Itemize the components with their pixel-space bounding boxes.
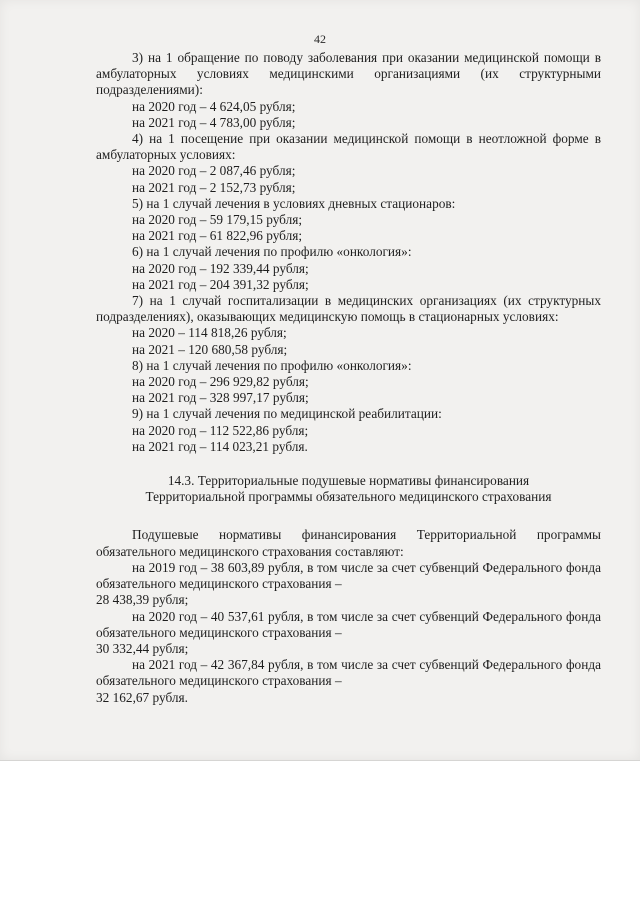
list-item-intro: 4) на 1 посещение при оказании медицинской помощи в неотложной форме в амбулаторных условиях: bbox=[96, 131, 601, 163]
list-item-intro: 6) на 1 случай лечения по профилю «онкология»: bbox=[132, 244, 412, 260]
list-item-value: на 2021 год – 61 822,96 рубля; bbox=[132, 228, 303, 244]
list-item-value: на 2020 год – 296 929,82 рубля; bbox=[132, 374, 309, 390]
list-item-value: на 2020 год – 192 339,44 рубля; bbox=[132, 260, 309, 276]
list-item-value: на 2021 год – 114 023,21 рубля. bbox=[132, 438, 308, 454]
norm-paragraph: на 2020 год – 40 537,61 рубля, в том числе за счет субвенций Федерального фонда обязательного медицинского страхования – bbox=[96, 608, 601, 640]
list-item-intro: 5) на 1 случай лечения в условиях дневных стационаров: bbox=[132, 195, 456, 211]
list-item-value: на 2021 год – 328 997,17 рубля; bbox=[132, 390, 309, 406]
list-item-intro: 3) на 1 обращение по поводу заболевания при оказании медицинской помощи в амбулаторных условиях медицинскими организациями (их структурными подразделениями): bbox=[96, 50, 601, 98]
list-item-value: на 2021 год – 204 391,32 рубля; bbox=[132, 276, 309, 292]
list-item-value: на 2020 год – 4 624,05 рубля; bbox=[132, 98, 296, 114]
intro-paragraph: Подушевые нормативы финансирования Территориальной программы обязательного медицинского страхования составляют: bbox=[96, 527, 601, 559]
list-item-value: на 2021 год – 2 152,73 рубля; bbox=[132, 179, 296, 195]
page-number: 42 bbox=[314, 32, 326, 46]
document-body bbox=[96, 50, 601, 706]
norm-paragraph: на 2019 год – 38 603,89 рубля, в том числе за счет субвенций Федерального фонда обязательного медицинского страхования – bbox=[96, 559, 601, 592]
norm-subvention-value: 28 438,39 рубля; bbox=[96, 592, 189, 608]
list-item-intro: 8) на 1 случай лечения по профилю «онкология»: bbox=[132, 357, 412, 373]
list-item-value: на 2020 год – 112 522,86 рубля; bbox=[132, 422, 309, 438]
list-item-intro: 9) на 1 случай лечения по медицинской реабилитации: bbox=[132, 406, 442, 422]
list-item-value: на 2020 год – 59 179,15 рубля; bbox=[132, 212, 303, 228]
list-item-intro: 7) на 1 случай госпитализации в медицинских организациях (их структурных подразделениях), оказывающих медицинскую помощь в стационарных условиях: bbox=[96, 293, 601, 325]
list-item-value: на 2021 год – 4 783,00 рубля; bbox=[132, 114, 296, 130]
norm-paragraph: на 2021 год – 42 367,84 рубля, в том числе за счет субвенций Федерального фонда обязательного медицинского страхования – bbox=[96, 657, 601, 689]
list-item-value: на 2020 год – 2 087,46 рубля; bbox=[132, 163, 296, 179]
norm-subvention-value: 32 162,67 рубля. bbox=[96, 689, 188, 705]
list-item-value: на 2020 – 114 818,26 рубля; bbox=[132, 325, 287, 341]
norm-subvention-value: 30 332,44 рубля; bbox=[96, 640, 189, 656]
section-heading: 14.3. Территориальные подушевые нормативы финансирования Территориальной программы обязательного медицинского страхования bbox=[145, 473, 552, 505]
list-item-value: на 2021 – 120 680,58 рубля; bbox=[132, 341, 288, 357]
